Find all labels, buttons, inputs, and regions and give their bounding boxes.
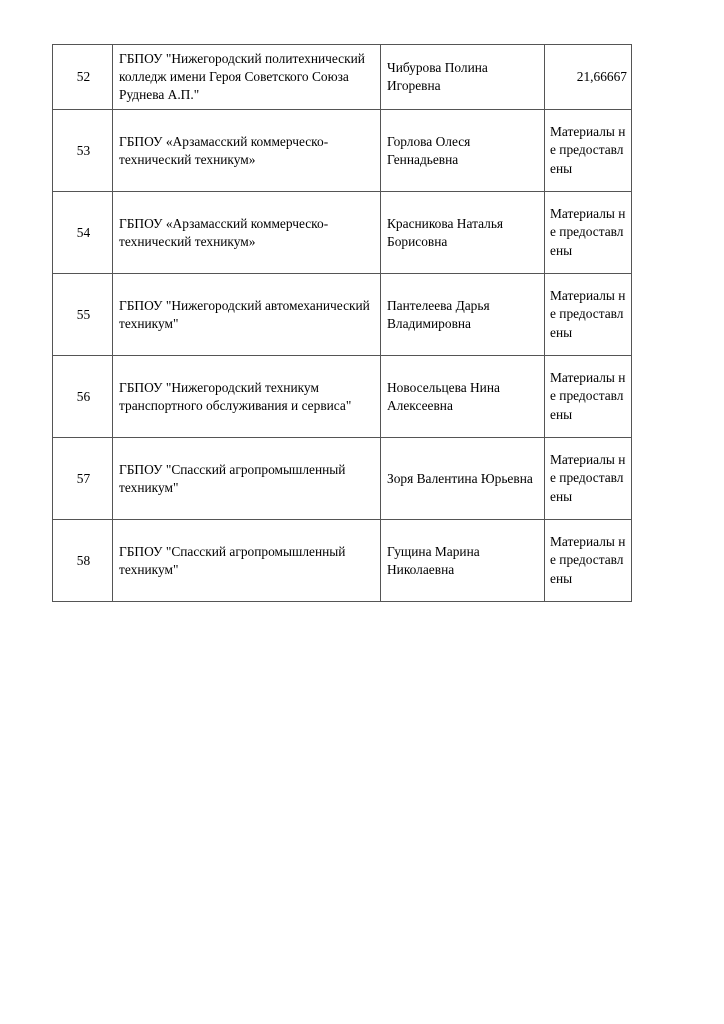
- participant-name-cell: Чибурова Полина Игоревна: [381, 45, 545, 110]
- row-number: 54: [53, 192, 113, 274]
- results-table: [52, 44, 632, 602]
- score-cell: Материалы не предоставлены: [545, 192, 632, 274]
- table-row: [53, 520, 632, 602]
- row-number: 52: [53, 45, 113, 110]
- organization-cell: ГБПОУ «Арзамасский коммерческо-технический техникум»: [113, 110, 381, 192]
- participant-name-cell: Новосельцева Нина Алексеевна: [381, 356, 545, 438]
- table-row: [53, 45, 632, 110]
- organization-cell: ГБПОУ "Нижегородский политехнический колледж имени Героя Советского Союза Руднева А.П.": [113, 45, 381, 110]
- table-row: [53, 192, 632, 274]
- row-number: 58: [53, 520, 113, 602]
- participant-name-cell: Зоря Валентина Юрьевна: [381, 438, 545, 520]
- organization-cell: ГБПОУ "Спасский агропромышленный техникум": [113, 520, 381, 602]
- row-number: 57: [53, 438, 113, 520]
- organization-cell: ГБПОУ "Нижегородский техникум транспортного обслуживания и сервиса": [113, 356, 381, 438]
- participant-name-cell: Гущина Марина Николаевна: [381, 520, 545, 602]
- score-cell: Материалы не предоставлены: [545, 274, 632, 356]
- row-number: 53: [53, 110, 113, 192]
- organization-cell: ГБПОУ "Спасский агропромышленный техникум": [113, 438, 381, 520]
- participant-name-cell: Пантелеева Дарья Владимировна: [381, 274, 545, 356]
- participant-name-cell: Горлова Олеся Геннадьевна: [381, 110, 545, 192]
- table-row: [53, 438, 632, 520]
- score-cell: Материалы не предоставлены: [545, 438, 632, 520]
- row-number: 55: [53, 274, 113, 356]
- organization-cell: ГБПОУ "Нижегородский автомеханический техникум": [113, 274, 381, 356]
- participant-name-cell: Красникова Наталья Борисовна: [381, 192, 545, 274]
- score-cell: 21,66667: [545, 45, 632, 110]
- row-number: 56: [53, 356, 113, 438]
- score-cell: Материалы не предоставлены: [545, 110, 632, 192]
- table-row: [53, 110, 632, 192]
- organization-cell: ГБПОУ «Арзамасский коммерческо-технический техникум»: [113, 192, 381, 274]
- table-row: [53, 356, 632, 438]
- table-row: [53, 274, 632, 356]
- score-cell: Материалы не предоставлены: [545, 520, 632, 602]
- score-cell: Материалы не предоставлены: [545, 356, 632, 438]
